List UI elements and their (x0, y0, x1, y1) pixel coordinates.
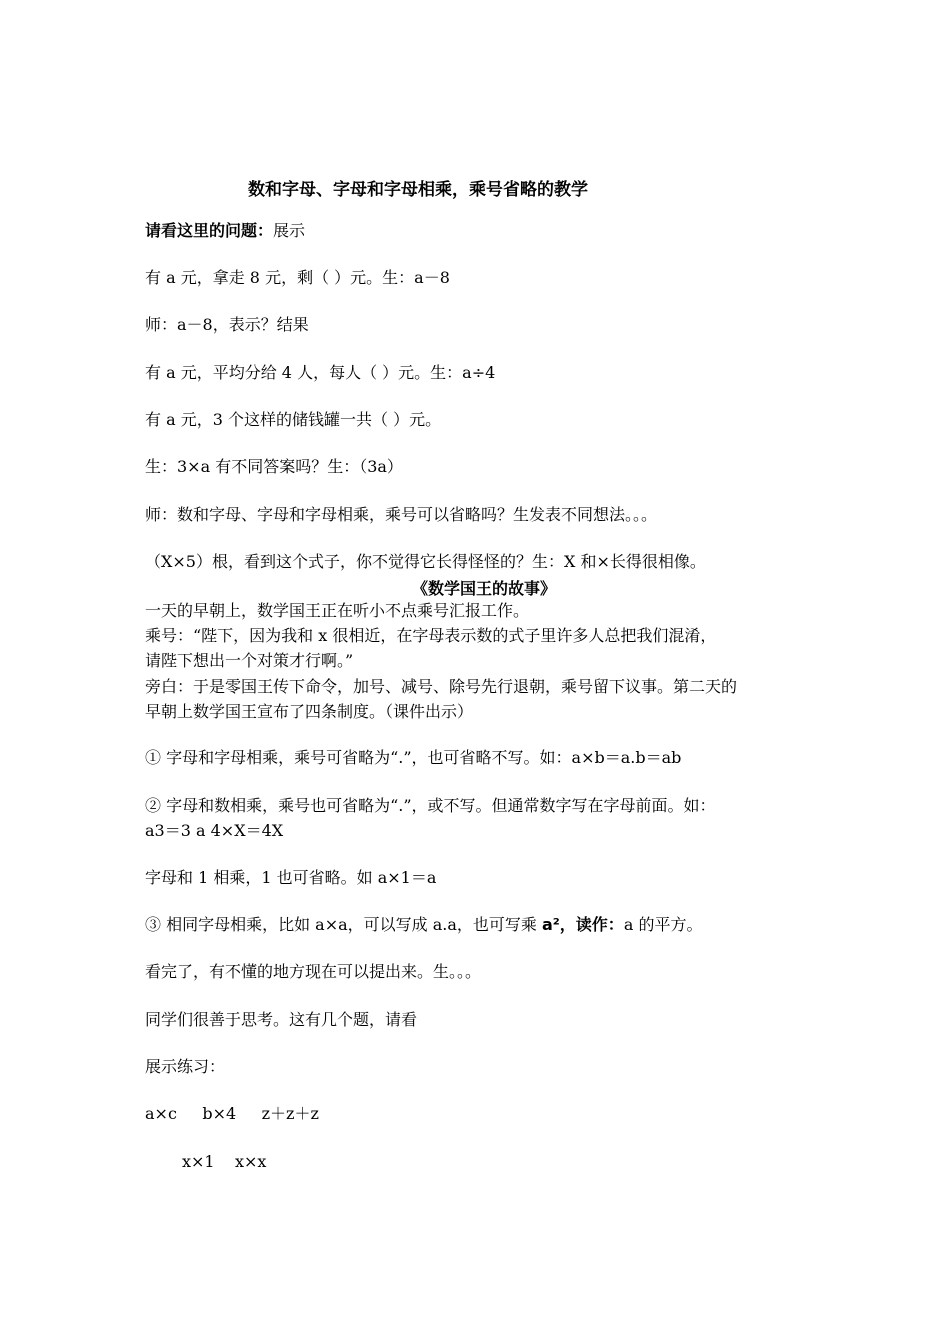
exercise-row-2: x×1 x×x (182, 1152, 267, 1171)
rule-2-line-1: ② 字母和数相乘，乘号也可省略为“.”，或不写。但通常数字写在字母前面。如： (145, 796, 716, 815)
story-line: 请陛下想出一个对策才行啊。” (145, 651, 354, 670)
rule-3-bold: a²，读作： (542, 915, 624, 934)
text-line: 有 a 元，3 个这样的储钱罐一共（ ）元。 (145, 410, 442, 429)
text-line: 师：a－8，表示？结果 (145, 315, 309, 334)
rule-3 (145, 915, 702, 935)
document-title: 数和字母、字母和字母相乘，乘号省略的教学 (248, 180, 588, 200)
story-line: 乘号：“陛下，因为我和 x 很相近，在字母表示数的式子里许多人总把我们混淆， (145, 626, 717, 645)
intro-line (145, 221, 305, 241)
rule-3-part-2: a 的平方。 (623, 915, 703, 934)
text-line: 同学们很善于思考。这有几个题，请看 (145, 1010, 418, 1029)
story-line: 一天的早朝上，数学国王正在听小不点乘号汇报工作。 (145, 601, 530, 620)
story-line: 早朝上数学国王宣布了四条制度。（课件出示） (145, 702, 474, 721)
text-line: 展示练习： (145, 1057, 226, 1076)
rule-one: 字母和 1 相乘，1 也可省略。如 a×1＝a (145, 868, 437, 887)
rule-3-part-1: ③ 相同字母相乘，比如 a×a，可以写成 a.a，也可写乘 (145, 915, 542, 934)
rule-1: ① 字母和字母相乘，乘号可省略为“.”，也可省略不写。如：a×b＝a.b＝ab (145, 748, 682, 767)
exercise-row-1: a×c b×4 z＋z＋z (145, 1104, 319, 1123)
intro-label: 请看这里的问题： (145, 221, 274, 240)
text-line: 生：3×a 有不同答案吗？生：（3a） (145, 457, 403, 476)
text-line: 有 a 元，拿走 8 元，剩（ ）元。生：a－8 (145, 268, 450, 287)
rule-2-line-2: a3＝3 a 4×X＝4X (145, 821, 284, 840)
intro-rest: 展示 (273, 221, 306, 240)
text-line: 看完了，有不懂的地方现在可以提出来。生。。。 (145, 962, 482, 981)
text-line: 师：数和字母、字母和字母相乘，乘号可以省略吗？生发表不同想法。。。 (145, 505, 658, 524)
text-line: （X×5）根，看到这个式子，你不觉得它长得怪怪的？生：X 和×长得很相像。 (145, 552, 706, 571)
story-line: 旁白：于是零国王传下命令，加号、减号、除号先行退朝，乘号留下议事。第二天的 (145, 677, 738, 696)
story-title: 《数学国王的故事》 (412, 579, 557, 598)
text-line: 有 a 元，平均分给 4 人，每人（ ）元。生：a÷4 (145, 363, 496, 382)
